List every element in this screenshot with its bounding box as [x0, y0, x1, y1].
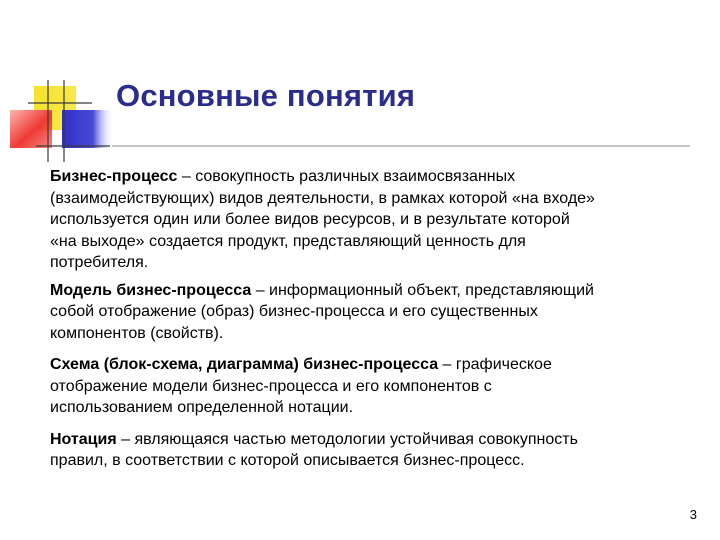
definition-term: Нотация — [50, 430, 117, 448]
definitions-list — [50, 166, 680, 472]
definition-process-diagram — [50, 354, 680, 419]
definition-text: – являющаяся частью методологии устойчивая совокупность правил, в соответствии с которой описывается бизнес-процесс. — [50, 430, 578, 469]
logo-red-square — [10, 110, 52, 148]
definition-text: – графическое отображение модели бизнес-процесса и его компонентов с использованием определенной нотации. — [50, 356, 552, 416]
definition-text: – совокупность различных взаимосвязанных (взаимодействующих) видов деятельности, в рамках которой «на входе» используется один или более видов ресурсов, и в результате которой «на выходе» создается продукт, представляющий ценность для потребителя. — [50, 168, 595, 271]
logo-blue-block — [62, 110, 114, 148]
definition-text: – информационный объект, представляющий собой отображение (образ) бизнес-процесса и его существенных компонентов (свойств). — [50, 281, 594, 342]
definition-process-model — [50, 280, 680, 345]
definition-business-process — [50, 166, 680, 274]
definition-term: Модель бизнес-процесса — [50, 281, 252, 299]
definition-term: Схема (блок-схема, диаграмма) бизнес-процесса — [50, 356, 439, 373]
definition-notation — [50, 429, 680, 472]
definition-term: Бизнес-процесс — [50, 168, 178, 185]
slide-title: Основные понятия — [116, 78, 416, 113]
page-number: 3 — [689, 507, 697, 522]
